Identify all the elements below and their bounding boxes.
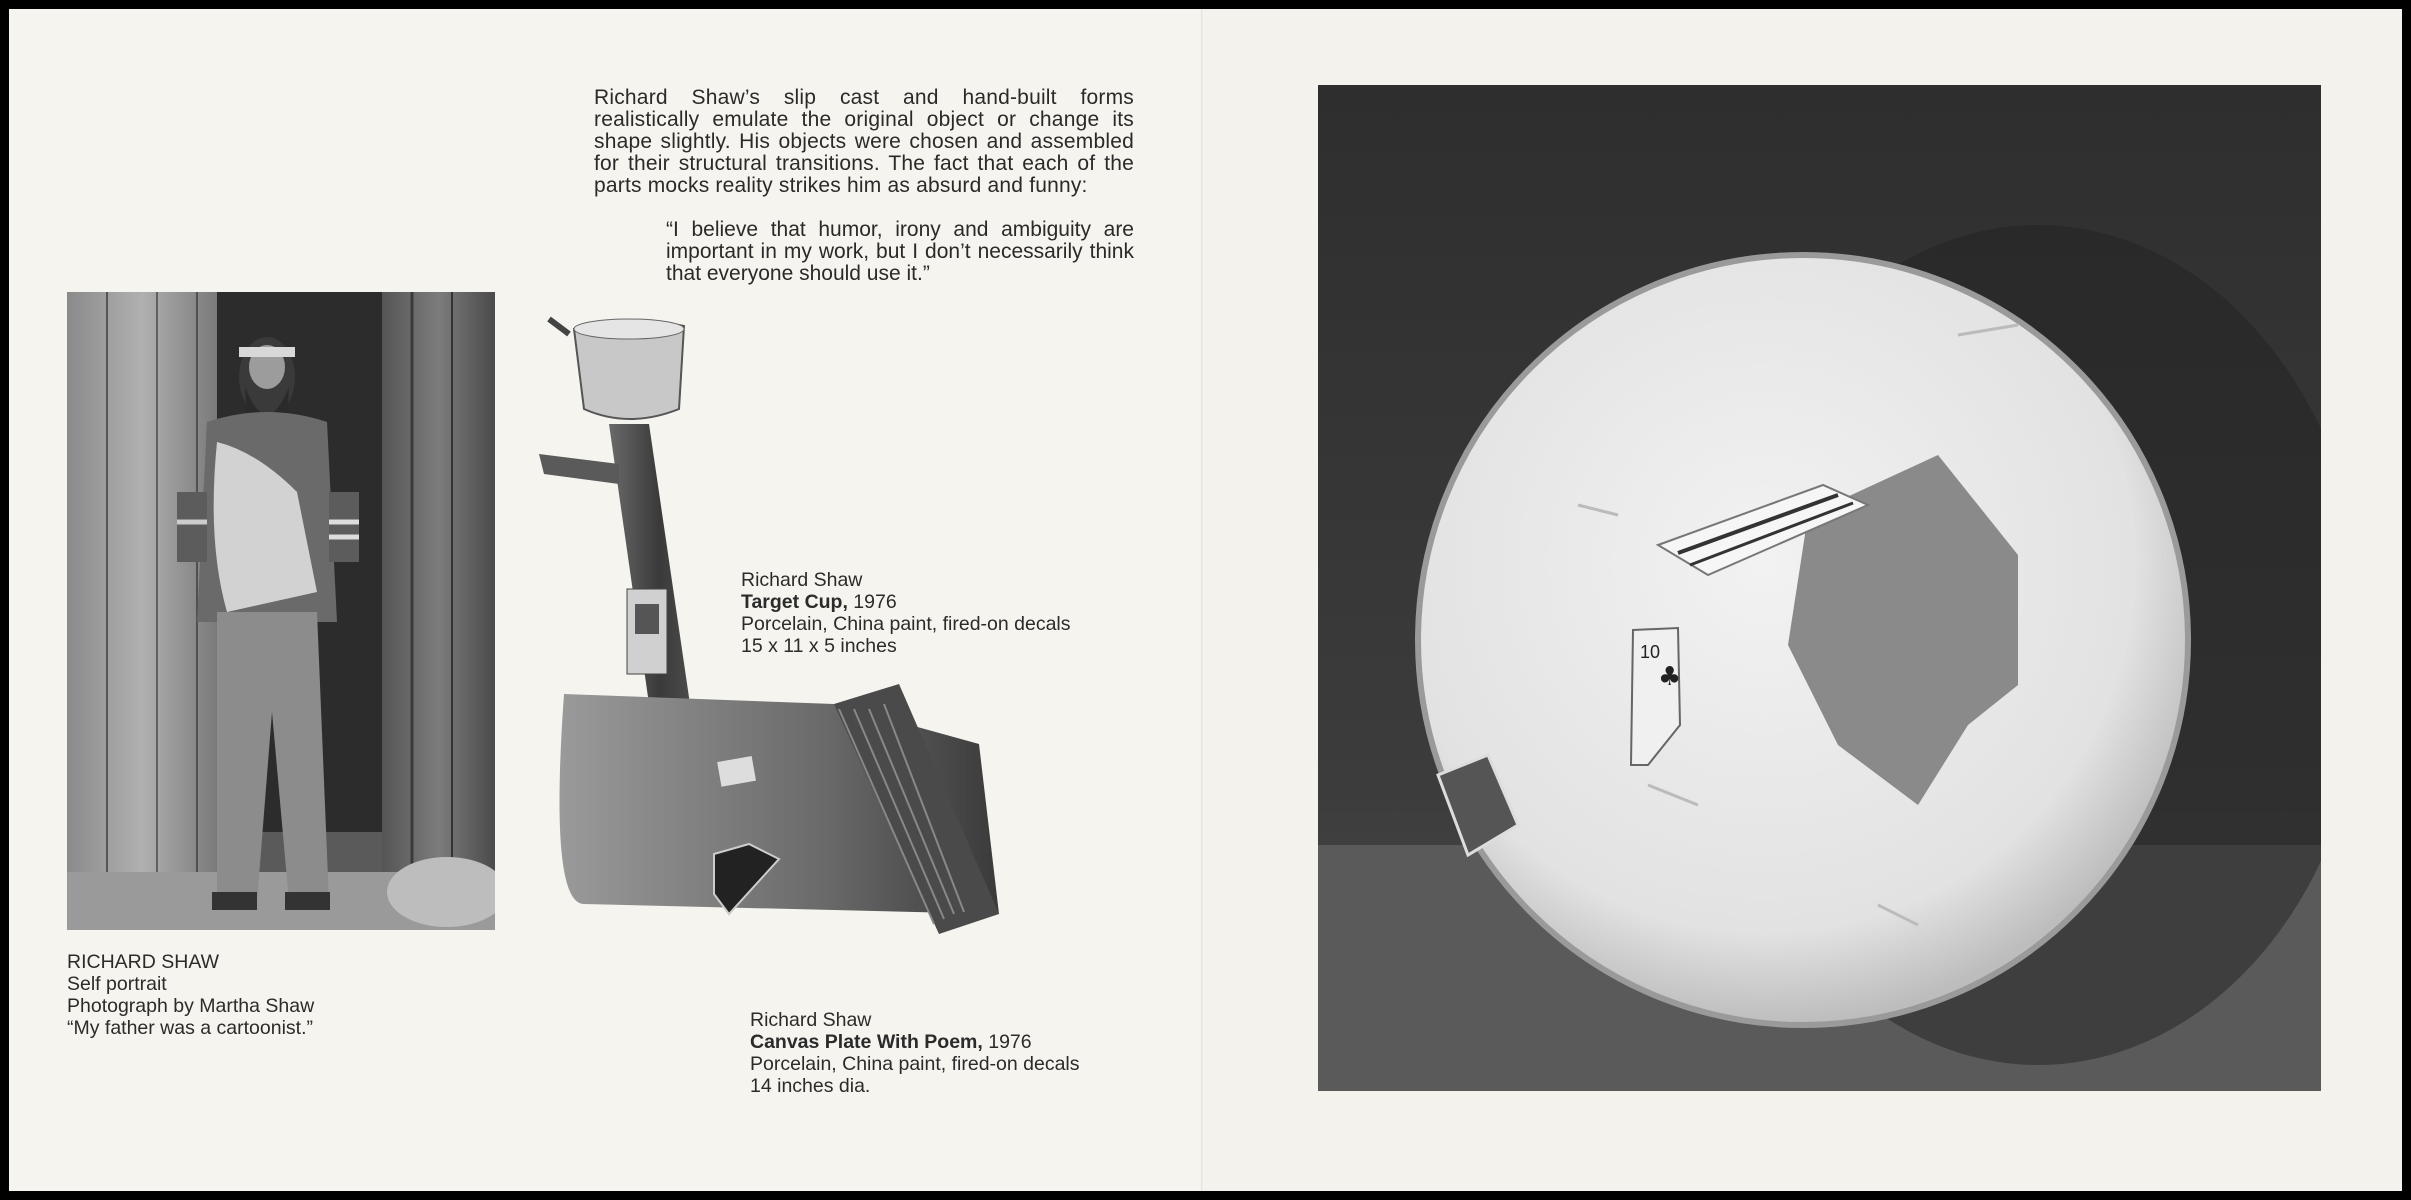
plate-caption-artist: Richard Shaw — [750, 1009, 872, 1031]
plate-caption-dimensions: 14 inches dia. — [750, 1075, 871, 1097]
cup-caption-dimensions: 15 x 11 x 5 inches — [741, 635, 897, 657]
cup-caption-title-line — [741, 591, 1071, 613]
catalog-spread — [9, 9, 2402, 1191]
cup-caption-year: 1976 — [847, 591, 897, 613]
cup-caption-title: Target Cup, — [741, 591, 848, 613]
canvas-plate-caption — [750, 1009, 1080, 1097]
playing-card-rank: 10 — [1640, 642, 1661, 662]
caption-line-2: Photograph by Martha Shaw — [67, 995, 315, 1017]
plate-caption-medium: Porcelain, China paint, fired-on decals — [750, 1053, 1080, 1075]
cup-caption-medium: Porcelain, China paint, fired-on decals — [741, 613, 1071, 635]
club-icon: ♣ — [1658, 662, 1682, 692]
caption-line-1: Self portrait — [67, 973, 167, 995]
artist-quote: “I believe that humor, irony and ambiguity are important in my work, but I don’t necessarily think that everyone should use it.” — [666, 218, 1134, 285]
target-cup-caption — [741, 569, 1071, 657]
plate-caption-title-line — [750, 1031, 1080, 1053]
plate-caption-title: Canvas Plate With Poem, — [750, 1031, 983, 1053]
canvas-plate-photo — [1318, 85, 2321, 1091]
artist-self-portrait-photo — [67, 292, 495, 930]
caption-line-3: “My father was a cartoonist.” — [67, 1017, 313, 1039]
intro-paragraph: Richard Shaw’s slip cast and hand-built forms realistically emulate the original object or change its shape slightly. His objects were chosen and assembled for their structural transitions. The fact that each of the parts mocks reality strikes him as absurd and funny: — [594, 86, 1134, 197]
cup-caption-artist: Richard Shaw — [741, 569, 863, 591]
left-page — [9, 9, 1204, 1191]
artist-photo-caption — [67, 951, 314, 1039]
plate-caption-year: 1976 — [982, 1031, 1032, 1053]
caption-artist-name: RICHARD SHAW — [67, 951, 220, 973]
